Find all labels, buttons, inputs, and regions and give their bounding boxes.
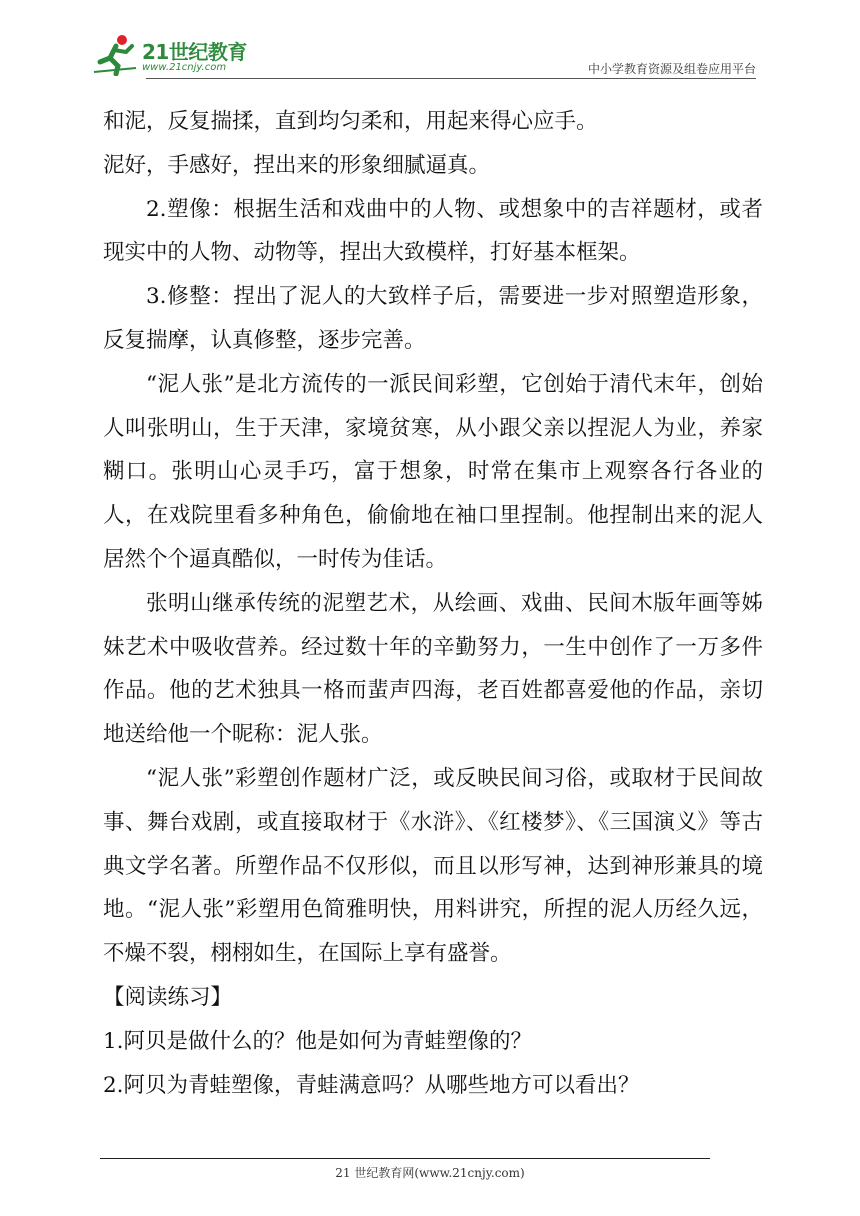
runner-logo-icon bbox=[92, 32, 140, 76]
section-title: 【阅读练习】 bbox=[103, 984, 233, 1010]
logo bbox=[92, 32, 262, 78]
question-2: 2.阿贝为青蛙塑像，青蛙满意吗？从哪些地方可以看出？ bbox=[103, 1072, 640, 1098]
footer-text: 21 世纪教育网(www.21cnjy.com) bbox=[335, 1166, 525, 1180]
header-divider bbox=[146, 78, 756, 79]
page-header bbox=[92, 32, 756, 80]
platform-name: 中小学教育资源及组卷应用平台 bbox=[587, 62, 756, 76]
question-1: 1.阿贝是做什么的？他是如何为青蛙塑像的？ bbox=[103, 1028, 533, 1054]
paragraph-1: 和泥，反复揣揉，直到均匀柔和，用起来得心应手。 bbox=[103, 109, 598, 134]
paragraph-3: 2.塑像：根据生活和戏曲中的人物、或想象中的吉祥题材，或者现实中的人物、动物等，捏出大致模样，打好基本框架。 bbox=[103, 196, 763, 266]
paragraph-2: 泥好，手感好，捏出来的形象细腻逼真。 bbox=[103, 152, 491, 178]
logo-url: www.21cnjy.com bbox=[142, 62, 227, 73]
logo-text: 21世纪教育 bbox=[142, 40, 247, 64]
paragraph-4: 3.修整：捏出了泥人的大致样子后，需要进一步对照塑造形象，反复揣摩，认真修整，逐步完善。 bbox=[103, 284, 763, 353]
paragraph-6: 张明山继承传统的泥塑艺术，从绘画、戏曲、民间木版年画等姊妹艺术中吸收营养。经过数十年的辛勤努力，一生中创作了一万多件作品。他的艺术独具一格而蜚声四海，老百姓都喜爱他的作品，亲切地送给他一个昵称：泥人张。 bbox=[103, 590, 763, 748]
paragraph-5: “泥人张”是北方流传的一派民间彩塑，它创始于清代末年，创始人叫张明山，生于天津，家境贫寒，从小跟父亲以捏泥人为业，养家糊口。张明山心灵手巧，富于想象，时常在集市上观察各行各业的人，在戏院里看多种角色，偷偷地在袖口里捏制。他捏制出来的泥人居然个个逼真酷似，一时传为佳话。 bbox=[103, 371, 763, 572]
footer-divider bbox=[100, 1158, 710, 1159]
article-body bbox=[103, 100, 763, 1107]
paragraph-7: “泥人张”彩塑创作题材广泛，或反映民间习俗，或取材于民间故事、舞台戏剧，或直接取材于《水浒》、《红楼梦》、《三国演义》等古典文学名著。所塑作品不仅形似，而且以形写神，达到神形兼具的境地。“泥人张”彩塑用色简雅明快，用料讲究，所捏的泥人历经久远，不燥不裂，栩栩如生，在国际上享有盛誉。 bbox=[103, 765, 763, 967]
